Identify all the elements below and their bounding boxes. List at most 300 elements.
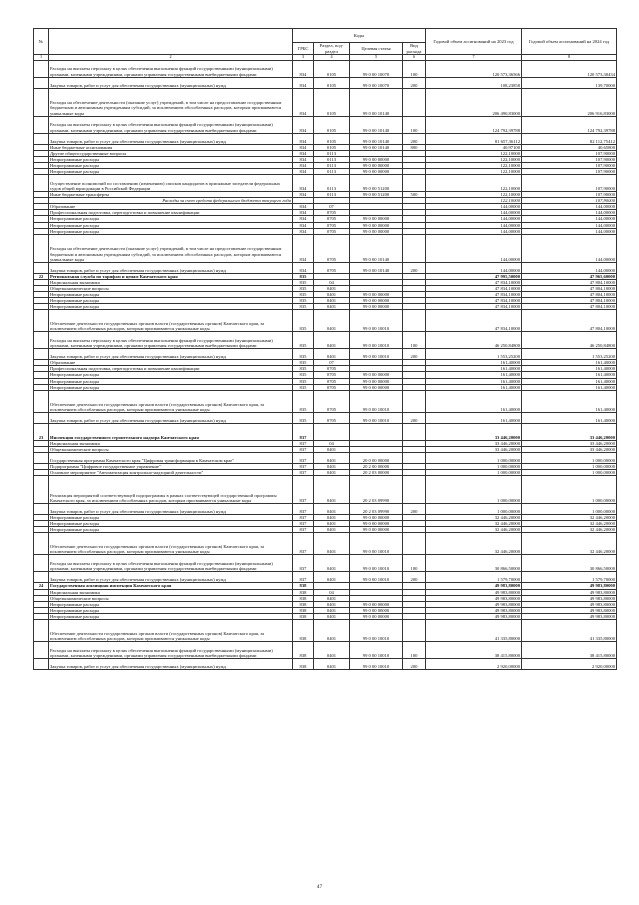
row-grbs: 834 bbox=[293, 204, 314, 210]
row-name: Закупка товаров, работ и услуг для обеспечения государственных (муниципальных) нужд bbox=[49, 262, 293, 273]
table-row bbox=[34, 310, 617, 332]
row-target: 99 0 00 00000 bbox=[350, 168, 403, 174]
row-target: 99 0 00 00000 bbox=[350, 384, 403, 390]
row-vol-2023: 122,10000 bbox=[426, 175, 522, 192]
row-name: Инспекция государственного строительного надзора Камчатского края bbox=[49, 423, 293, 440]
row-vol-2023: 1 000,00000 bbox=[426, 470, 522, 476]
row-vol-2024: 47 804,10000 bbox=[522, 292, 617, 298]
row-name: Обеспечение деятельности государственных органов власти (государственных органов) Камчатского края, за исключением обособленных расходов, которым присваиваются уникальные коды bbox=[49, 619, 293, 641]
row-target: 99 0 00 51200 bbox=[350, 175, 403, 192]
row-vol-2024: 49 983,80000 bbox=[522, 601, 617, 607]
row-grbs: 835 bbox=[293, 349, 314, 360]
row-vol-2023: 33 446,20000 bbox=[426, 446, 522, 452]
row-name: Расходы на выплаты персоналу в целях обеспечения выполнения функций государственными (муниципальными) органами, казенными учреждениями, органами управления государственными внебюджетными фондами bbox=[49, 60, 293, 77]
row-target: 99 0 00 00000 bbox=[350, 156, 403, 162]
header-num: № bbox=[34, 29, 49, 55]
row-target: 20 2 00 00000 bbox=[350, 463, 403, 469]
table-row bbox=[34, 423, 617, 440]
row-section: 0705 bbox=[314, 384, 350, 390]
table-row bbox=[34, 555, 617, 572]
row-grbs: 837 bbox=[293, 463, 314, 469]
row-section: 0113 bbox=[314, 192, 350, 198]
row-target: 99 0 00 10070 bbox=[350, 60, 403, 77]
row-vol-2023: 206 490,83000 bbox=[426, 88, 522, 116]
row-target: 99 0 00 00000 bbox=[350, 222, 403, 228]
row-num bbox=[34, 555, 49, 572]
row-section: 0113 bbox=[314, 162, 350, 168]
row-vol-2024: 144,00000 bbox=[522, 262, 617, 273]
row-section: 0401 bbox=[314, 285, 350, 291]
row-section: 0401 bbox=[314, 304, 350, 310]
row-vol-2023: 120 573,36566 bbox=[426, 60, 522, 77]
row-vid bbox=[403, 452, 426, 463]
row-name: Непрограммные расходы bbox=[49, 527, 293, 533]
row-vol-2023: 124 792,39788 bbox=[426, 116, 522, 133]
row-name: Иные бюджетные трансферты bbox=[49, 192, 293, 198]
row-target: 99 0 00 10140 bbox=[350, 133, 403, 144]
row-vol-2023: 33 446,20000 bbox=[426, 440, 522, 446]
row-grbs: 838 bbox=[293, 589, 314, 595]
row-vol-2024: 46 250,84800 bbox=[522, 332, 617, 349]
row-grbs: 837 bbox=[293, 470, 314, 476]
row-vol-2023: 47 834,10000 bbox=[426, 285, 522, 291]
row-vid bbox=[403, 310, 426, 332]
row-vol-2024: 139,70000 bbox=[522, 77, 617, 88]
row-vol-2023: 1 000,00000 bbox=[426, 452, 522, 463]
row-num bbox=[34, 572, 49, 583]
row-name: Расходы на выплаты персоналу в целях обеспечения выполнения функций государственными (муниципальными) органами, казенными учреждениями, органами управления государственными внебюджетными фондами bbox=[49, 641, 293, 658]
row-vol-2024: 47 804,10000 bbox=[522, 304, 617, 310]
row-grbs: 838 bbox=[293, 607, 314, 613]
row-target: 99 0 00 10140 bbox=[350, 262, 403, 273]
colnum-8: 8 bbox=[522, 55, 617, 61]
row-section: 0105 bbox=[314, 144, 350, 150]
row-vol-2023: 161,40000 bbox=[426, 412, 522, 423]
row-name: Непрограммные расходы bbox=[49, 601, 293, 607]
row-section: 0113 bbox=[314, 150, 350, 156]
table-row bbox=[34, 234, 617, 262]
row-name: Непрограммные расходы bbox=[49, 384, 293, 390]
row-vol-2023: 32 446,20000 bbox=[426, 521, 522, 527]
row-section: 0105 bbox=[314, 77, 350, 88]
row-vol-2023: 144,00000 bbox=[426, 204, 522, 210]
row-target: 99 0 00 10010 bbox=[350, 572, 403, 583]
row-grbs: 834 bbox=[293, 234, 314, 262]
row-name: Государственная жилищная инспекция Камчатского края bbox=[49, 583, 293, 589]
row-section: 0401 bbox=[314, 607, 350, 613]
row-name: Профессиональная подготовка, переподготовка и повышение квалификации bbox=[49, 366, 293, 372]
row-vol-2023: 49 983,80000 bbox=[426, 583, 522, 589]
row-grbs: 834 bbox=[293, 192, 314, 198]
row-vol-2024: 47 804,10000 bbox=[522, 285, 617, 291]
row-name: Непрограммные расходы bbox=[49, 521, 293, 527]
row-grbs: 837 bbox=[293, 533, 314, 555]
row-target: 20 2 03 09990 bbox=[350, 476, 403, 504]
colnum-4: 4 bbox=[314, 55, 350, 61]
row-section: 04 bbox=[314, 279, 350, 285]
row-name: Непрограммные расходы bbox=[49, 162, 293, 168]
table-row bbox=[34, 658, 617, 669]
row-vol-2024: 144,00000 bbox=[522, 216, 617, 222]
row-grbs: 837 bbox=[293, 527, 314, 533]
row-num: 23 bbox=[34, 423, 49, 440]
row-vid bbox=[403, 390, 426, 412]
row-vol-2023: 81 657,36112 bbox=[426, 133, 522, 144]
row-target: 99 0 00 00000 bbox=[350, 515, 403, 521]
row-num bbox=[34, 262, 49, 273]
row-section: 0113 bbox=[314, 156, 350, 162]
row-num bbox=[34, 88, 49, 116]
row-grbs: 837 bbox=[293, 555, 314, 572]
row-section: 0705 bbox=[314, 216, 350, 222]
row-vid: 100 bbox=[403, 641, 426, 658]
row-section: 0401 bbox=[314, 533, 350, 555]
row-vol-2023: 161,40000 bbox=[426, 384, 522, 390]
row-num bbox=[34, 175, 49, 192]
row-vol-2023: 1 000,00000 bbox=[426, 504, 522, 515]
row-vol-2024: 49 983,80000 bbox=[522, 589, 617, 595]
row-num: 24 bbox=[34, 583, 49, 589]
row-grbs: 834 bbox=[293, 210, 314, 216]
row-section: 0401 bbox=[314, 555, 350, 572]
row-section: 0705 bbox=[314, 222, 350, 228]
row-target: 20 2 03 09990 bbox=[350, 504, 403, 515]
row-section: 07 bbox=[314, 360, 350, 366]
row-num bbox=[34, 476, 49, 504]
row-name: Общеэкономические вопросы bbox=[49, 595, 293, 601]
row-vol-2023: 161,40000 bbox=[426, 378, 522, 384]
row-name: Непрограммные расходы bbox=[49, 298, 293, 304]
row-section: 0105 bbox=[314, 116, 350, 133]
row-name: Расходы на выплаты персоналу в целях обеспечения выполнения функций государственными (муниципальными) органами, казенными учреждениями, органами управления государственными внебюджетными фондами bbox=[49, 555, 293, 572]
row-target bbox=[350, 423, 403, 440]
row-target: 99 0 00 00000 bbox=[350, 527, 403, 533]
row-vol-2023: 49 983,80000 bbox=[426, 595, 522, 601]
row-vol-2024: 107,90000 bbox=[522, 150, 617, 156]
row-num bbox=[34, 533, 49, 555]
header-codes: Коды bbox=[293, 29, 426, 43]
row-name: Закупка товаров, работ и услуг для обеспечения государственных (муниципальных) нужд bbox=[49, 504, 293, 515]
row-vol-2023: 47 834,10000 bbox=[426, 304, 522, 310]
row-name: Непрограммные расходы bbox=[49, 228, 293, 234]
table-row bbox=[34, 619, 617, 641]
row-section: 0705 bbox=[314, 390, 350, 412]
row-vol-2023: 33 446,20000 bbox=[426, 423, 522, 440]
row-section: 0105 bbox=[314, 133, 350, 144]
row-section: 0705 bbox=[314, 210, 350, 216]
row-target: 99 0 00 10010 bbox=[350, 332, 403, 349]
row-section bbox=[314, 423, 350, 440]
row-vol-2023: 1 579,70000 bbox=[426, 572, 522, 583]
row-grbs: 838 bbox=[293, 595, 314, 601]
row-vid: 200 bbox=[403, 658, 426, 669]
row-vol-2023: 1 000,00000 bbox=[426, 463, 522, 469]
row-vol-2023: 47 995,50000 bbox=[426, 273, 522, 279]
table-row bbox=[34, 349, 617, 360]
row-vol-2024: 1 000,00000 bbox=[522, 463, 617, 469]
row-grbs: 834 bbox=[293, 216, 314, 222]
row-section: 0401 bbox=[314, 452, 350, 463]
row-name: Расходы на обеспечение деятельности (оказание услуг) учреждений, в том числе на предоставление государственным бюджетным и автономным учреждениям субсидий, за исключением обособленных расходов, которым присваиваются уникальные коды bbox=[49, 234, 293, 262]
row-grbs: 837 bbox=[293, 521, 314, 527]
row-vol-2024: 144,00000 bbox=[522, 228, 617, 234]
row-section: 0401 bbox=[314, 332, 350, 349]
row-vol-2024: 107,90000 bbox=[522, 198, 617, 204]
table-row bbox=[34, 332, 617, 349]
row-vol-2023: 1 000,00000 bbox=[426, 476, 522, 504]
row-vol-2024: 49 983,80000 bbox=[522, 613, 617, 619]
row-vol-2023: 32 446,20000 bbox=[426, 515, 522, 521]
row-section: 0401 bbox=[314, 504, 350, 515]
row-target: 99 0 00 10010 bbox=[350, 533, 403, 555]
row-section: 0401 bbox=[314, 641, 350, 658]
row-vol-2024: 2 920,00000 bbox=[522, 658, 617, 669]
row-vol-2024: 32 446,20000 bbox=[522, 521, 617, 527]
row-grbs: 834 bbox=[293, 156, 314, 162]
row-grbs: 837 bbox=[293, 423, 314, 440]
table-row bbox=[34, 412, 617, 423]
row-vol-2023: 49 983,80000 bbox=[426, 607, 522, 613]
colnum-5: 5 bbox=[350, 55, 403, 61]
row-name: Общеэкономические вопросы bbox=[49, 285, 293, 291]
table-header bbox=[34, 29, 617, 61]
row-vol-2024: 144,00000 bbox=[522, 210, 617, 216]
row-vid: 800 bbox=[403, 144, 426, 150]
row-grbs: 835 bbox=[293, 360, 314, 366]
row-vol-2024: 32 446,20000 bbox=[522, 533, 617, 555]
row-grbs: 834 bbox=[293, 77, 314, 88]
colnum-1: 1 bbox=[34, 55, 49, 61]
table-row bbox=[34, 504, 617, 515]
row-vol-2023: 38 415,80000 bbox=[426, 641, 522, 658]
row-target: 99 0 00 00000 bbox=[350, 601, 403, 607]
row-target: 20 0 00 00000 bbox=[350, 452, 403, 463]
row-vol-2024: 49 983,80000 bbox=[522, 583, 617, 589]
row-vid: 200 bbox=[403, 133, 426, 144]
row-vol-2023: 122,10000 bbox=[426, 162, 522, 168]
row-name: Национальная экономика bbox=[49, 279, 293, 285]
row-section: 04 bbox=[314, 440, 350, 446]
row-vol-2023: 161,40000 bbox=[426, 372, 522, 378]
row-vol-2024: 40,65800 bbox=[522, 144, 617, 150]
row-vol-2023: 49 983,80000 bbox=[426, 589, 522, 595]
row-target: 99 0 00 00000 bbox=[350, 298, 403, 304]
row-grbs: 838 bbox=[293, 583, 314, 589]
row-name: Образование bbox=[49, 204, 293, 210]
table-row bbox=[34, 452, 617, 463]
row-grbs: 834 bbox=[293, 88, 314, 116]
row-name: Непрограммные расходы bbox=[49, 156, 293, 162]
row-section: 0705 bbox=[314, 234, 350, 262]
table-row bbox=[34, 77, 617, 88]
row-vol-2023: 32 446,20000 bbox=[426, 527, 522, 533]
row-vid: 200 bbox=[403, 349, 426, 360]
row-section: 0401 bbox=[314, 572, 350, 583]
row-name: Государственная программа Камчатского края "Цифровая трансформация в Камчатском крае" bbox=[49, 452, 293, 463]
row-vol-2024: 1 000,00000 bbox=[522, 452, 617, 463]
row-num bbox=[34, 390, 49, 412]
row-vol-2024: 38 415,80000 bbox=[522, 641, 617, 658]
row-vol-2024: 161,40000 bbox=[522, 378, 617, 384]
row-vol-2024: 124 792,39788 bbox=[522, 116, 617, 133]
row-target: 99 0 00 10010 bbox=[350, 658, 403, 669]
row-target: 99 0 00 10140 bbox=[350, 234, 403, 262]
row-vol-2024: 47 965,60000 bbox=[522, 273, 617, 279]
table-row bbox=[34, 60, 617, 77]
row-target: 99 0 00 10010 bbox=[350, 390, 403, 412]
table-row bbox=[34, 641, 617, 658]
row-grbs: 835 bbox=[293, 285, 314, 291]
row-name: Профессиональная подготовка, переподготовка и повышение квалификации bbox=[49, 210, 293, 216]
row-name: Непрограммные расходы bbox=[49, 216, 293, 222]
row-target: 99 0 00 10140 bbox=[350, 144, 403, 150]
row-section: 0705 bbox=[314, 378, 350, 384]
row-grbs: 838 bbox=[293, 613, 314, 619]
row-vol-2024: 107,90000 bbox=[522, 156, 617, 162]
row-name: Непрограммные расходы bbox=[49, 378, 293, 384]
row-num bbox=[34, 349, 49, 360]
row-target: 99 0 00 10140 bbox=[350, 116, 403, 133]
row-num bbox=[34, 60, 49, 77]
row-vol-2023: 47 834,10000 bbox=[426, 279, 522, 285]
row-vol-2024: 120 573,30434 bbox=[522, 60, 617, 77]
row-vol-2024: 144,00000 bbox=[522, 204, 617, 210]
row-vol-2024: 1 000,00000 bbox=[522, 476, 617, 504]
row-vol-2024: 206 916,83000 bbox=[522, 88, 617, 116]
row-num bbox=[34, 234, 49, 262]
row-grbs: 834 bbox=[293, 162, 314, 168]
row-name: Непрограммные расходы bbox=[49, 168, 293, 174]
row-name: Обеспечение деятельности государственных органов власти (государственных органов) Камчатского края, за исключением обособленных расходов, которым присваиваются уникальные коды bbox=[49, 533, 293, 555]
row-section: 0401 bbox=[314, 658, 350, 669]
row-target: 99 0 00 00000 bbox=[350, 372, 403, 378]
row-target: 99 0 00 00000 bbox=[350, 216, 403, 222]
row-num bbox=[34, 332, 49, 349]
row-num bbox=[34, 619, 49, 641]
row-vol-2023: 41 335,80000 bbox=[426, 619, 522, 641]
row-vol-2023: 122,10000 bbox=[426, 156, 522, 162]
row-section: 0401 bbox=[314, 595, 350, 601]
row-grbs: 835 bbox=[293, 304, 314, 310]
row-vol-2023: 108,23858 bbox=[426, 77, 522, 88]
row-target: 99 0 00 10070 bbox=[350, 77, 403, 88]
row-vid: 500 bbox=[403, 192, 426, 198]
row-section: 0401 bbox=[314, 470, 350, 476]
row-vol-2024: 82 112,75412 bbox=[522, 133, 617, 144]
document-page bbox=[33, 28, 616, 670]
row-vol-2024: 32 446,20000 bbox=[522, 515, 617, 521]
row-grbs: 834 bbox=[293, 60, 314, 77]
row-vol-2024: 49 983,80000 bbox=[522, 595, 617, 601]
row-name: Закупка товаров, работ и услуг для обеспечения государственных (муниципальных) нужд bbox=[49, 133, 293, 144]
row-name: Обеспечение деятельности государственных органов власти (государственных органов) Камчатского края, за исключением обособленных расходов, которым присваиваются уникальные коды bbox=[49, 390, 293, 412]
row-vol-2023: 32 446,20000 bbox=[426, 533, 522, 555]
row-vol-2023: 46 250,84800 bbox=[426, 332, 522, 349]
row-vol-2024: 161,40000 bbox=[522, 390, 617, 412]
row-section: 0401 bbox=[314, 292, 350, 298]
row-grbs: 837 bbox=[293, 452, 314, 463]
row-vid bbox=[403, 88, 426, 116]
row-vid: 200 bbox=[403, 77, 426, 88]
row-vol-2023: 122,10000 bbox=[426, 192, 522, 198]
row-vol-2023: 144,00000 bbox=[426, 234, 522, 262]
row-section: 0705 bbox=[314, 366, 350, 372]
budget-table bbox=[33, 28, 617, 670]
header-section: Раздел, под-раздел bbox=[314, 43, 350, 55]
row-grbs: 837 bbox=[293, 572, 314, 583]
row-section: 0401 bbox=[314, 619, 350, 641]
row-num bbox=[34, 77, 49, 88]
table-row bbox=[34, 88, 617, 116]
row-grbs: 834 bbox=[293, 116, 314, 133]
row-vol-2024: 161,40000 bbox=[522, 360, 617, 366]
row-grbs: 835 bbox=[293, 292, 314, 298]
row-grbs: 838 bbox=[293, 601, 314, 607]
row-vol-2023: 47 834,10000 bbox=[426, 298, 522, 304]
row-section: 0401 bbox=[314, 613, 350, 619]
row-target: 99 0 00 51200 bbox=[350, 192, 403, 198]
row-vol-2024: 1 553,25200 bbox=[522, 349, 617, 360]
row-section: 0105 bbox=[314, 88, 350, 116]
row-section: 04 bbox=[314, 589, 350, 595]
row-vol-2024: 161,40000 bbox=[522, 366, 617, 372]
row-name: Закупка товаров, работ и услуг для обеспечения государственных (муниципальных) нужд bbox=[49, 349, 293, 360]
row-vol-2024: 161,40000 bbox=[522, 412, 617, 423]
table-row bbox=[34, 533, 617, 555]
row-grbs: 835 bbox=[293, 372, 314, 378]
row-vol-2024: 32 446,20000 bbox=[522, 527, 617, 533]
row-section: 0401 bbox=[314, 527, 350, 533]
row-grbs: 835 bbox=[293, 366, 314, 372]
row-grbs: 835 bbox=[293, 298, 314, 304]
row-vol-2023: 30 866,50000 bbox=[426, 555, 522, 572]
row-target: 99 0 00 00000 bbox=[350, 521, 403, 527]
row-grbs: 837 bbox=[293, 515, 314, 521]
row-target: 99 0 00 00000 bbox=[350, 162, 403, 168]
row-grbs: 835 bbox=[293, 273, 314, 279]
row-grbs: 837 bbox=[293, 504, 314, 515]
row-vol-2024: 161,40000 bbox=[522, 372, 617, 378]
table-body bbox=[34, 60, 617, 669]
row-grbs: 834 bbox=[293, 168, 314, 174]
row-grbs: 835 bbox=[293, 390, 314, 412]
row-vol-2024: 30 866,50000 bbox=[522, 555, 617, 572]
row-vol-2023: 122,10000 bbox=[426, 150, 522, 156]
row-vol-2024: 107,90000 bbox=[522, 192, 617, 198]
row-name: Другие общегосударственные вопросы bbox=[49, 150, 293, 156]
row-vol-2023: 161,40000 bbox=[426, 390, 522, 412]
row-vol-2023: 49 983,80000 bbox=[426, 601, 522, 607]
row-section: 0401 bbox=[314, 463, 350, 469]
row-name: Непрограммные расходы bbox=[49, 222, 293, 228]
table-row bbox=[34, 116, 617, 133]
row-name: Непрограммные расходы bbox=[49, 613, 293, 619]
row-grbs: 838 bbox=[293, 619, 314, 641]
row-target: 99 0 00 10010 bbox=[350, 641, 403, 658]
colnum-7: 7 bbox=[426, 55, 522, 61]
page-number: 47 bbox=[316, 884, 323, 890]
row-grbs: 835 bbox=[293, 384, 314, 390]
row-section: 0113 bbox=[314, 175, 350, 192]
row-vol-2023: 144,00000 bbox=[426, 210, 522, 216]
row-vid bbox=[403, 234, 426, 262]
header-vid: Вид расхода bbox=[403, 43, 426, 55]
row-vid: 200 bbox=[403, 572, 426, 583]
row-section: 0705 bbox=[314, 262, 350, 273]
row-vol-2023: 47 834,10000 bbox=[426, 310, 522, 332]
row-vol-2023: 122,10000 bbox=[426, 198, 522, 204]
row-vid bbox=[403, 423, 426, 440]
